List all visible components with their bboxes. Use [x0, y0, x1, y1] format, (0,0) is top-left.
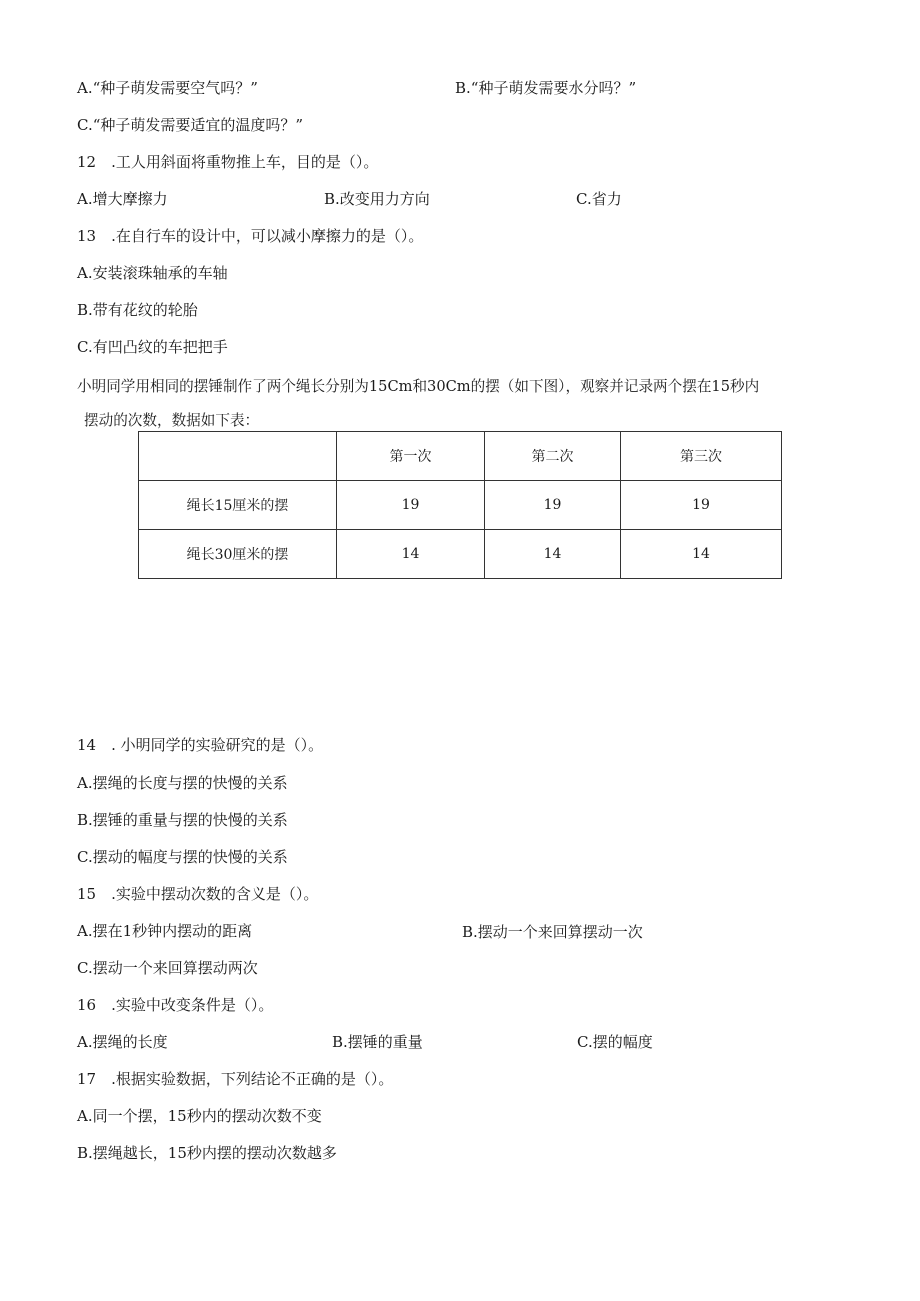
- table-header-cell: 第二次: [485, 432, 621, 481]
- q13-option-b: B.带有花纹的轮胎: [77, 301, 198, 319]
- q16-option-a: A.摆绳的长度: [77, 1033, 168, 1051]
- q12-stem: 12 .工人用斜面将重物推上车，目的是（）。: [77, 153, 379, 171]
- q12-option-a: A.增大摩擦力: [77, 190, 168, 208]
- table-row: [139, 530, 782, 579]
- table-header-row: [139, 432, 782, 481]
- q15-option-a: A.摆在1秒钟内摆动的距离: [77, 922, 253, 940]
- passage-line-1: 小明同学用相同的摆锤制作了两个绳长分别为15Cm和30Cm的摆（如下图），观察并记录两个摆在15秒内: [77, 378, 760, 395]
- q13-option-a: A.安装滚珠轴承的车轴: [77, 264, 228, 282]
- passage-line-2: 摆动的次数，数据如下表：: [84, 412, 260, 429]
- table-header-cell: 第一次: [337, 432, 485, 481]
- table-header-cell: [139, 432, 337, 481]
- q11-option-a: A.“种子萌发需要空气吗？”: [77, 79, 258, 97]
- q17-stem: 17 .根据实验数据，下列结论不正确的是（）。: [77, 1070, 394, 1088]
- table-cell: 14: [485, 530, 621, 579]
- q11-option-b: B.“种子萌发需要水分吗？”: [455, 79, 637, 97]
- table-row: [139, 481, 782, 530]
- table-row-label: 绳长30厘米的摆: [139, 530, 337, 579]
- table-cell: 19: [621, 481, 782, 530]
- q13-stem: 13 .在自行车的设计中，可以减小摩擦力的是（）。: [77, 227, 424, 245]
- q12-option-b: B.改变用力方向: [324, 190, 430, 208]
- q13-option-c: C.有凹凸纹的车把把手: [77, 338, 228, 356]
- pendulum-data-table: [138, 431, 782, 579]
- table-cell: 14: [621, 530, 782, 579]
- q15-stem: 15 .实验中摆动次数的含义是（）。: [77, 885, 319, 903]
- q14-option-a: A.摆绳的长度与摆的快慢的关系: [77, 774, 288, 792]
- q16-option-b: B.摆锤的重量: [332, 1033, 423, 1051]
- table-cell: 19: [485, 481, 621, 530]
- q14-stem: 14 . 小明同学的实验研究的是（）。: [77, 736, 324, 754]
- q17-option-b: B.摆绳越长，15秒内摆的摆动次数越多: [77, 1144, 337, 1162]
- q12-option-c: C.省力: [576, 190, 622, 208]
- q17-option-a: A.同一个摆，15秒内的摆动次数不变: [77, 1107, 322, 1125]
- q14-option-b: B.摆锤的重量与摆的快慢的关系: [77, 811, 288, 829]
- table-row-label: 绳长15厘米的摆: [139, 481, 337, 530]
- q16-stem: 16 .实验中改变条件是（）。: [77, 996, 274, 1014]
- q15-option-c: C.摆动一个来回算摆动两次: [77, 959, 258, 977]
- table-header-cell: 第三次: [621, 432, 782, 481]
- table-cell: 14: [337, 530, 485, 579]
- q15-option-b: B.摆动一个来回算摆动一次: [462, 923, 643, 941]
- q14-option-c: C.摆动的幅度与摆的快慢的关系: [77, 848, 288, 866]
- q11-option-c: C.“种子萌发需要适宜的温度吗？”: [77, 116, 304, 134]
- table-cell: 19: [337, 481, 485, 530]
- q16-option-c: C.摆的幅度: [577, 1033, 653, 1051]
